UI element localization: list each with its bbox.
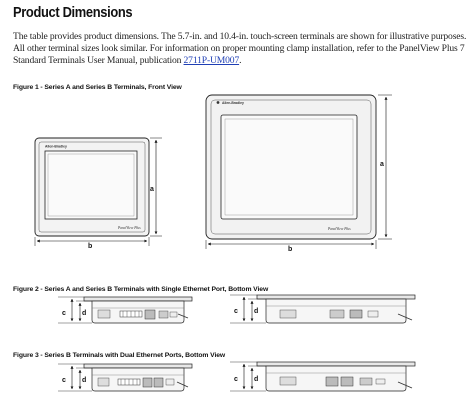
small-dimension-b — [35, 237, 149, 250]
fig2-small-dimension-d — [76, 301, 92, 321]
fig3-large-dimension-c — [230, 362, 266, 391]
fig3-large-bottom-view — [257, 362, 415, 391]
large-dimension-b — [206, 240, 376, 253]
fig3-small-bottom-view — [84, 364, 192, 391]
intro-text-end: . — [239, 54, 242, 66]
small-label-a: a — [150, 186, 154, 193]
large-brand-label: Allen-Bradley — [222, 101, 244, 105]
large-dimension-a — [378, 95, 392, 239]
intro-text: The table provides product dimensions. The 5.7-in. and 10.4-in. touch-screen terminals are shown for illustrative purposes. All other terminal sizes look similar. For information on proper mounting clamp installation, refer to the PanelView Plus 7 Standard Terminals User Manual, publication — [13, 31, 467, 66]
fig3-small-dimension-d — [76, 368, 92, 389]
fig2-large-dimension-d — [248, 299, 266, 321]
figure-3-caption: Figure 3 - Series B Terminals with Dual Ethernet Ports, Bottom View — [13, 352, 226, 359]
figure-2-caption: Figure 2 - Series A and Series B Terminals with Single Ethernet Port, Bottom View — [13, 286, 269, 293]
large-label-b: b — [288, 246, 293, 253]
small-label-b: b — [88, 243, 93, 250]
fig3-small-label-d: d — [82, 377, 87, 384]
fig3-large-dimension-d — [248, 366, 266, 389]
large-model-label: PanelView Plus — [328, 227, 351, 231]
fig2-small-label-c: c — [62, 310, 66, 317]
page-title: Product Dimensions — [13, 4, 133, 21]
small-terminal-front — [35, 138, 149, 236]
fig3-large-label-c: c — [234, 376, 238, 383]
fig3-small-label-c: c — [62, 377, 66, 384]
fig2-small-bottom-view — [84, 297, 192, 323]
fig3-large-label-d: d — [254, 376, 259, 383]
publication-link[interactable]: 2711P-UM007 — [183, 54, 240, 66]
fig2-small-label-d: d — [82, 310, 87, 317]
large-terminal-front — [206, 95, 376, 239]
fig2-large-label-c: c — [234, 308, 238, 315]
figure-1-caption: Figure 1 - Series A and Series B Terminals, Front View — [13, 84, 182, 91]
small-brand-label: Allen-Bradley — [45, 144, 67, 149]
fig2-large-label-d: d — [254, 308, 259, 315]
large-label-a: a — [380, 161, 384, 168]
small-dimension-a — [150, 138, 162, 236]
small-model-label: PanelView Plus — [118, 226, 141, 230]
fig2-large-bottom-view — [257, 295, 415, 323]
